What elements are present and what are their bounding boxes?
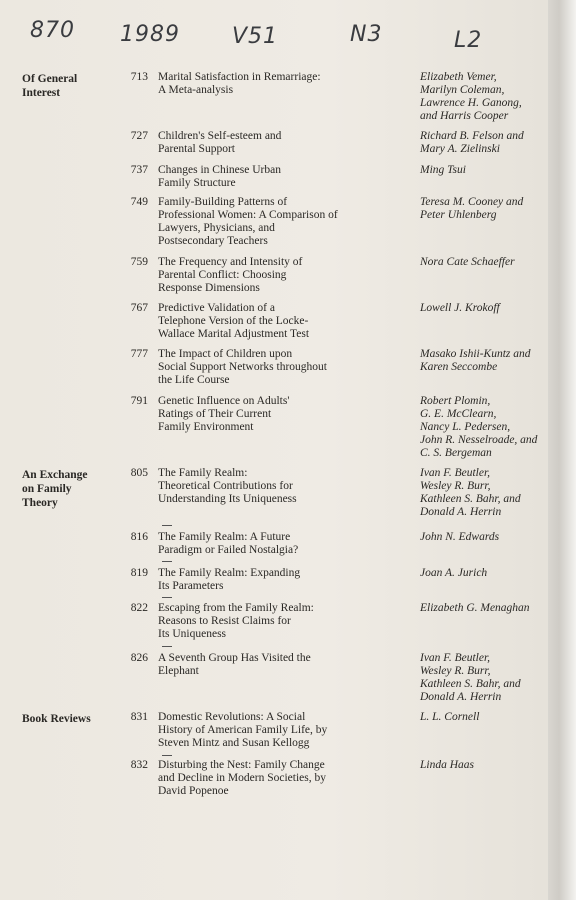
article-title: The Family Realm: Theoretical Contributions for Understanding Its Uniqueness [158,467,297,505]
article-title: Domestic Revolutions: A Social History of American Family Life, by Steven Mintz and Susan Kellogg [158,711,328,749]
page-number: 727 [130,130,148,142]
article-authors: Elizabeth Vemer, Marilyn Coleman, Lawrence H. Ganong, and Harris Cooper [420,71,522,122]
page-number: 822 [130,602,148,614]
page-number: 832 [130,759,148,771]
article-authors: Joan A. Jurich [420,567,488,579]
page-number: 791 [130,395,148,407]
handwritten-note: V51 [232,24,279,49]
section-label-exchange-family-theory: An Exchange on Family Theory [22,469,88,509]
article-title: Changes in Chinese Urban Family Structure [158,164,281,189]
page-number: 805 [130,467,148,479]
article-title: The Impact of Children upon Social Support Networks throughout the Life Course [158,348,327,386]
handwritten-note: N3 [350,22,383,47]
article-title: Escaping from the Family Realm: Reasons to Resist Claims for Its Uniqueness [158,602,314,640]
page-edge-shadow [548,0,576,900]
article-authors: Richard B. Felson and Mary A. Zielinski [420,130,524,155]
article-authors: Masako Ishii-Kuntz and Karen Seccombe [420,348,531,373]
handwritten-note: 870 [30,18,75,43]
article-authors: Teresa M. Cooney and Peter Uhlenberg [420,196,524,221]
page-number: 759 [130,256,148,268]
article-title: Marital Satisfaction in Remarriage: A Meta-analysis [158,71,321,96]
article-title: Children's Self-esteem and Parental Support [158,130,282,155]
page-number: 831 [130,711,148,723]
handwritten-note: L2 [454,28,483,53]
separator-dash [162,561,172,562]
article-authors: Lowell J. Krokoff [420,302,500,314]
page-number: 737 [130,164,148,176]
article-title: Genetic Influence on Adults' Ratings of Their Current Family Environment [158,395,290,433]
separator-dash [162,755,172,756]
article-title: Predictive Validation of a Telephone Version of the Locke- Wallace Marital Adjustment Test [158,302,310,340]
article-title: The Family Realm: A Future Paradigm or Failed Nostalgia? [158,531,299,556]
handwritten-note: 1989 [120,22,180,47]
page-number: 826 [130,652,148,664]
page-number: 816 [130,531,148,543]
page-number: 819 [130,567,148,579]
separator-dash [162,597,172,598]
article-authors: Ming Tsui [420,164,466,176]
page-number: 777 [130,348,148,360]
separator-dash [162,646,172,647]
article-title: A Seventh Group Has Visited the Elephant [158,652,311,677]
article-title: Disturbing the Nest: Family Change and Decline in Modern Societies, by David Popenoe [158,759,326,797]
article-authors: Linda Haas [420,759,474,771]
page-number: 713 [130,71,148,83]
article-authors: Ivan F. Beutler, Wesley R. Burr, Kathleen S. Bahr, and Donald A. Herrin [420,652,521,703]
article-authors: Ivan F. Beutler, Wesley R. Burr, Kathleen S. Bahr, and Donald A. Herrin [420,467,521,518]
article-title: Family-Building Patterns of Professional Women: A Comparison of Lawyers, Physicians, and Postsecondary Teachers [158,196,338,247]
section-label-general-interest: Of General Interest [22,73,78,99]
article-authors: Elizabeth G. Menaghan [420,602,530,614]
article-authors: John N. Edwards [420,531,500,543]
article-title: The Family Realm: Expanding Its Parameters [158,567,301,592]
article-authors: Nora Cate Schaeffer [420,256,515,268]
page-number: 749 [130,196,148,208]
article-authors: Robert Plomin, G. E. McClearn, Nancy L. Pedersen, John R. Nesselroade, and C. S. Bergeman [420,395,538,459]
section-label-book-reviews: Book Reviews [22,713,91,725]
article-title: The Frequency and Intensity of Parental Conflict: Choosing Response Dimensions [158,256,303,294]
page-number: 767 [130,302,148,314]
separator-dash [162,525,172,526]
article-authors: L. L. Cornell [420,711,480,723]
